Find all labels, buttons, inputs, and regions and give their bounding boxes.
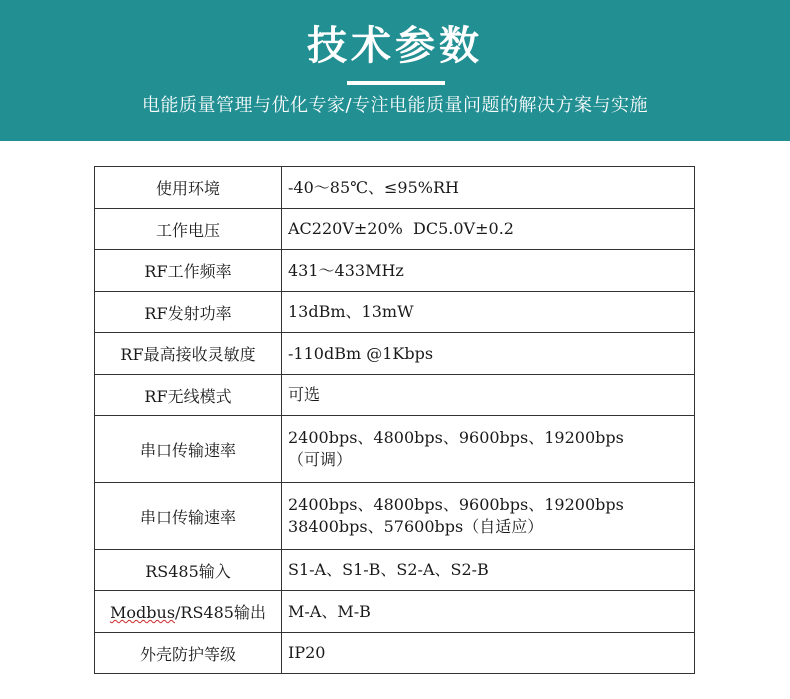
spec-value: 2400bps、4800bps、9600bps、19200bps （可调） xyxy=(282,416,695,483)
table-row xyxy=(95,591,695,633)
table-row xyxy=(95,333,695,375)
spec-label: RF无线模式 xyxy=(95,375,282,416)
header-banner xyxy=(0,0,790,141)
spec-value: 13dBm、13mW xyxy=(282,292,695,333)
spec-label: RF最高接收灵敏度 xyxy=(95,333,282,375)
spec-value: 431～433MHz xyxy=(282,250,695,292)
table-row xyxy=(95,375,695,416)
table-row xyxy=(95,550,695,591)
spec-table xyxy=(94,166,695,674)
spec-label: 串口传输速率 xyxy=(95,483,282,550)
spec-label: 使用环境 xyxy=(95,167,282,209)
spec-value: M-A、M-B xyxy=(282,591,695,633)
spec-label: RF工作频率 xyxy=(95,250,282,292)
table-row xyxy=(95,250,695,292)
spec-label-modbus: Modbus xyxy=(110,603,176,622)
spec-label: 串口传输速率 xyxy=(95,416,282,483)
table-row xyxy=(95,633,695,674)
table-row xyxy=(95,167,695,209)
spec-value: 2400bps、4800bps、9600bps、19200bps 38400bps、57600bps（自适应） xyxy=(282,483,695,550)
page-subtitle: 电能质量管理与优化专家/专注电能质量问题的解决方案与实施 xyxy=(141,95,649,116)
table-row xyxy=(95,292,695,333)
page-title: 技术参数 xyxy=(307,23,483,69)
spec-value: AC220V±20% DC5.0V±0.2 xyxy=(282,209,695,250)
table-row xyxy=(95,483,695,550)
table-row xyxy=(95,209,695,250)
spec-value: IP20 xyxy=(282,633,695,674)
spec-label: RS485输入 xyxy=(95,550,282,591)
spec-value: -110dBm @1Kbps xyxy=(282,333,695,375)
spec-label: 工作电压 xyxy=(95,209,282,250)
spec-value: -40～85℃、≤95%RH xyxy=(282,167,695,209)
spec-label-rs485: /RS485输出 xyxy=(175,603,266,622)
spec-value: 可选 xyxy=(282,375,695,416)
spec-value: S1-A、S1-B、S2-A、S2-B xyxy=(282,550,695,591)
title-underline xyxy=(347,81,445,85)
spec-label xyxy=(95,591,282,633)
table-row xyxy=(95,416,695,483)
spec-label: 外壳防护等级 xyxy=(95,633,282,674)
spec-label: RF发射功率 xyxy=(95,292,282,333)
